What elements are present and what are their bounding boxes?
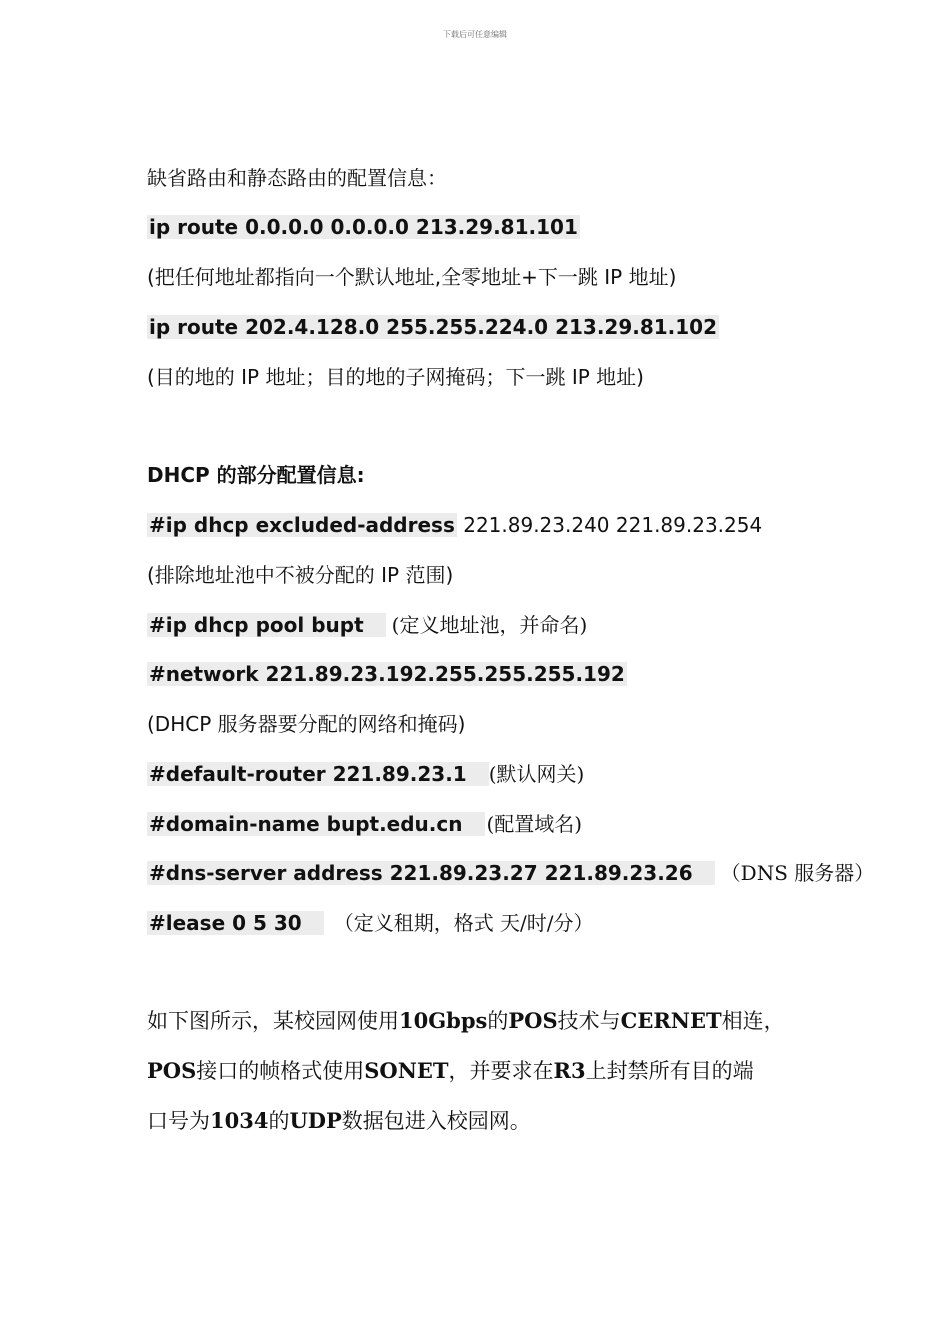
dhcp-domain-note: (配置域名) — [486, 812, 583, 836]
p3-text-a: 口号为 — [147, 1109, 210, 1133]
p3-text-c: 的 — [268, 1109, 290, 1133]
dhcp-pool-note: (定义地址池，并命名) — [391, 613, 588, 637]
dhcp-excluded-command: #ip dhcp excluded-address — [149, 513, 455, 537]
section-title-routing: 缺省路由和静态路由的配置信息： — [147, 166, 447, 190]
dhcp-excluded-note: (排除地址池中不被分配的 IP 范围) — [147, 563, 454, 587]
route-note-2: (目的地的 IP 地址；目的地的子网掩码；下一跳 IP 地址) — [147, 365, 644, 389]
p1-bold-pos: POS — [508, 1008, 558, 1033]
section-title-dhcp: DHCP 的部分配置信息: — [147, 463, 365, 487]
dhcp-pool-line — [147, 612, 587, 638]
p3-text-e: 数据包进入校园网。 — [341, 1109, 531, 1133]
p1-text-e: 技术与 — [557, 1009, 621, 1033]
p2-bold-sonet: SONET — [364, 1058, 449, 1083]
paragraph-line-1 — [147, 1008, 785, 1034]
p1-text-a: 如下图所示，某校园网使用 — [147, 1009, 399, 1033]
route-command-2-text: ip route 202.4.128.0 255.255.224.0 213.29.81.102 — [149, 315, 718, 339]
dhcp-lease-command: #lease 0 5 30 — [147, 911, 324, 935]
dhcp-pool-command: #ip dhcp pool bupt — [147, 613, 386, 637]
p3-bold-udp: UDP — [289, 1108, 342, 1133]
route-command-2 — [147, 314, 719, 340]
dhcp-domain-line — [147, 811, 582, 837]
dhcp-excluded-line — [147, 512, 762, 538]
p2-bold-pos: POS — [147, 1058, 197, 1083]
p1-text-c: 的 — [487, 1009, 509, 1033]
p2-text-f: 上封禁所有目的端 — [585, 1059, 754, 1083]
p2-text-b: 接口的帧格式使用 — [196, 1059, 365, 1083]
route-command-1-text: ip route 0.0.0.0 0.0.0.0 213.29.81.101 — [149, 215, 578, 239]
paragraph-line-2 — [147, 1058, 754, 1084]
p2-bold-r3: R3 — [553, 1058, 586, 1083]
p1-bold-10gbps: 10Gbps — [399, 1008, 488, 1033]
paragraph-line-3 — [147, 1108, 531, 1134]
dhcp-lease-line — [147, 910, 594, 936]
dhcp-network-note: (DHCP 服务器要分配的网络和掩码) — [147, 712, 466, 736]
route-command-1 — [147, 214, 580, 240]
dhcp-router-note: (默认网关) — [488, 762, 585, 786]
dhcp-network-line — [147, 661, 627, 687]
dhcp-domain-command: #domain-name bupt.edu.cn — [147, 812, 485, 836]
dhcp-dns-command: #dns-server address 221.89.23.27 221.89.23.26 — [147, 861, 715, 885]
p1-text-g: 相连， — [721, 1009, 785, 1033]
dhcp-dns-line — [147, 860, 874, 886]
page-header: 下载后可任意编辑 — [443, 30, 507, 39]
dhcp-network-command: #network 221.89.23.192.255.255.255.192 — [149, 662, 625, 686]
p3-bold-1034: 1034 — [210, 1108, 269, 1133]
dhcp-router-command: #default-router 221.89.23.1 — [147, 762, 489, 786]
p2-text-d: ，并要求在 — [448, 1059, 554, 1083]
dhcp-router-line — [147, 761, 584, 787]
dhcp-lease-note: （定义租期，格式 天/时/分） — [333, 911, 594, 935]
dhcp-dns-note: （DNS 服务器） — [720, 861, 875, 885]
p1-bold-cernet: CERNET — [620, 1008, 722, 1033]
dhcp-excluded-value: 221.89.23.240 221.89.23.254 — [456, 513, 763, 537]
route-note-1: (把任何地址都指向一个默认地址,全零地址+下一跳 IP 地址) — [147, 265, 677, 289]
